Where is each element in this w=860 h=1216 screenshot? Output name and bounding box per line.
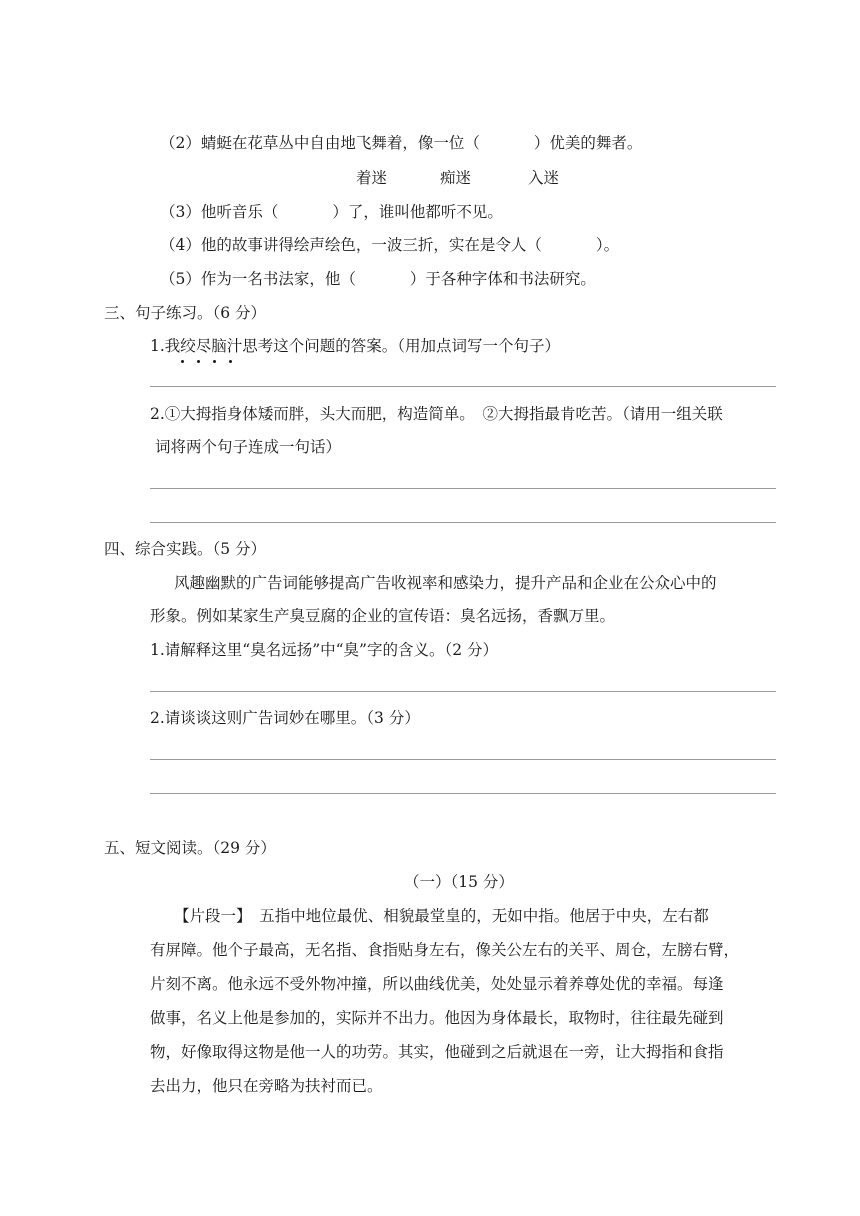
question-3-2-line1: 2.①大拇指身体矮而胖，头大而肥，构造简单。 ②大拇指最肯吃苦。（请用一组关联 (150, 405, 723, 423)
emphasis-dot (181, 360, 184, 363)
question-3-1: 1.我绞尽脑汁思考这个问题的答案。（用加点词写一个句子） (150, 337, 561, 355)
question-2-5-after: ）于各种字体和书法研究。 (409, 270, 596, 288)
question-2-3 (160, 205, 503, 221)
question-2-5 (160, 272, 596, 288)
answer-line[interactable] (150, 386, 776, 387)
question-2-4-after: ）。 (595, 236, 620, 254)
answer-line[interactable] (150, 759, 776, 760)
word-option-3: 入迷 (528, 169, 560, 187)
passage-line: 有屏障。他个子最高，无名指、食指贴身左右，像关公左右的关平、周仓，左膀右臂， (150, 941, 740, 959)
emphasis-dot (197, 360, 200, 363)
section-4-heading: 四、综合实践。（5 分） (104, 540, 267, 558)
question-2-3-after: ）了，谁叫他都听不见。 (332, 203, 503, 221)
passage-line: 做事，名义上他是参加的，实际并不出力。他因为身体最长，取物时，往往最先碰到 (150, 1009, 724, 1027)
question-2-2 (160, 136, 642, 152)
question-4-1: 1.请解释这里“臭名远扬”中“臭”字的含义。（2 分） (150, 641, 499, 659)
passage-subheading: （一）（15 分） (404, 873, 514, 891)
question-2-2-before: （2）蜻蜓在花草丛中自由地飞舞着，像一位（ (160, 134, 480, 152)
question-2-4 (160, 238, 619, 254)
emphasis-dot (229, 360, 232, 363)
passage-line: 物，好像取得这物是他一人的功劳。其实，他碰到之后就退在一旁，让大拇指和食指 (150, 1043, 724, 1061)
answer-line[interactable] (150, 691, 776, 692)
answer-line[interactable] (150, 522, 776, 523)
question-2-3-before: （3）他听音乐（ (160, 203, 279, 221)
section-3-heading: 三、句子练习。（6 分） (104, 304, 267, 322)
practice-paragraph-line2: 形象。例如某家生产臭豆腐的企业的宣传语：臭名远扬，香飘万里。 (150, 607, 616, 625)
passage-line: 【片段一】 五指中地位最优、相貌最堂皇的，无如中指。他居于中央，左右都 (174, 907, 709, 925)
question-4-2: 2.请谈谈这则广告词妙在哪里。（3 分） (150, 709, 420, 727)
question-2-4-before: （4）他的故事讲得绘声绘色，一波三折，实在是令人（ (160, 236, 542, 254)
word-option-1: 着迷 (356, 169, 388, 187)
practice-paragraph-line1: 风趣幽默的广告词能够提高广告收视率和感染力，提升产品和企业在公众心中的 (174, 574, 717, 592)
emphasis-dot (213, 360, 216, 363)
question-3-2-line2: 词将两个句子连成一句话） (155, 438, 342, 456)
question-2-5-before: （5）作为一名书法家，他（ (160, 270, 356, 288)
passage-line: 去出力，他只在旁略为扶衬而已。 (150, 1077, 383, 1095)
answer-line[interactable] (150, 488, 776, 489)
section-5-heading: 五、短文阅读。（29 分） (104, 839, 276, 857)
answer-line[interactable] (150, 793, 776, 794)
word-option-2: 痴迷 (440, 169, 472, 187)
passage-line: 片刻不离。他永远不受外物冲撞，所以曲线优美，处处显示着养尊处优的幸福。每逢 (150, 975, 724, 993)
question-2-2-after: ）优美的舞者。 (533, 134, 643, 152)
